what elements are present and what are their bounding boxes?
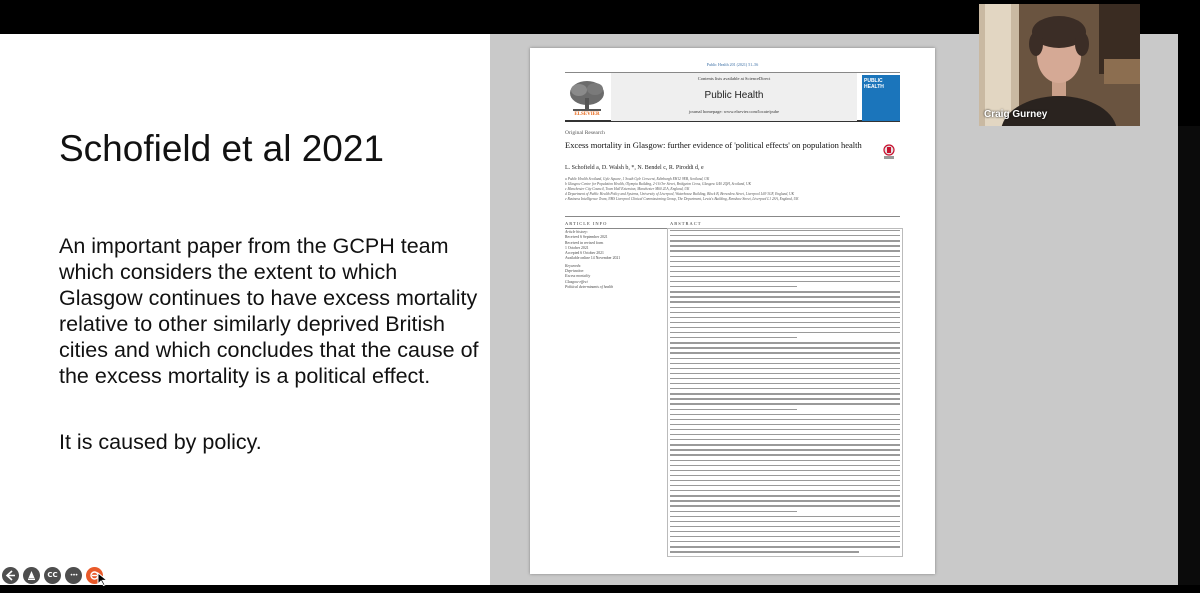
article-info-heading: ARTICLE INFO: [565, 221, 608, 226]
history-label: Article history:: [565, 230, 589, 234]
paper-authors: L. Schofield a, D. Walsh b, *, N. Bendel c, R. Piroddi d, e: [565, 165, 704, 171]
affiliation-line: b Glasgow Centre for Population Health, Olympia Building, 2-16 Orr Street, Bridgeton Cross, Glasgow G40 2QH, Scotland, UK: [565, 181, 751, 186]
publisher-name: ELSEVIER: [574, 112, 600, 117]
closed-captions-icon[interactable]: [44, 567, 61, 584]
slide-title: Schofield et al 2021: [59, 128, 385, 169]
arrow-left-glyph: [5, 570, 16, 581]
history-line: Available online 14 November 2021: [565, 256, 621, 261]
more-options-icon[interactable]: [65, 567, 82, 584]
arrow-left-icon[interactable]: [2, 567, 19, 584]
participant-name: Craig Gurney: [984, 109, 1048, 120]
keyword: Deprivation: [565, 269, 584, 274]
paper-citation: Public Health 201 (2021) 51–56: [706, 62, 759, 67]
abstract-heading: ABSTRACT: [670, 221, 702, 226]
affiliation-line: a Public Health Scotland, Gyle Square, 1 South Gyle Crescent, Edinburgh EH12 9EB, Scotland, UK: [565, 177, 710, 181]
contents-line: Contents lists available at ScienceDirect: [697, 76, 771, 81]
paper-affiliations: [565, 177, 895, 202]
affiliation-line: e Business Intelligence Team, NHS Liverpool Clinical Commissioning Group, The Department, Lewis's Building, Renshaw Street, Liverpool L1 2SA, England, UK: [565, 196, 799, 201]
keyword: Political determinants of health: [565, 284, 614, 289]
paper-journal-header: [565, 72, 900, 122]
pointer-icon[interactable]: [23, 567, 40, 584]
section-divider: [565, 216, 900, 217]
history-line: Received 6 September 2021: [565, 235, 608, 240]
presentation-toolbar: [2, 566, 103, 584]
history-line: Accepted 6 October 2021: [565, 251, 604, 256]
affiliation-line: c Manchester City Council, Town Hall Extension, Manchester M60 2LA, England, UK: [565, 186, 690, 191]
abstract-text-block: [670, 230, 900, 556]
pointer-glyph: [26, 570, 37, 581]
slide-body-text: An important paper from the GCPH team which considers the extent to which Glasgow continues to have excess mortality relative to other similarly deprived British cities and which concludes that the cause of the excess mortality is a political effect.: [59, 234, 479, 388]
paper-title: Excess mortality in Glasgow: further evidence of 'political effects' on population health: [565, 140, 862, 150]
journal-banner: [611, 73, 857, 121]
keywords-label: Keywords:: [565, 263, 582, 268]
participant-video-feed: [979, 4, 1140, 126]
keyword: Glasgow effect: [565, 279, 588, 284]
closed-captions-label: CC: [47, 571, 58, 579]
abstract-border: [667, 228, 903, 557]
slide-note-text: It is caused by policy.: [59, 430, 262, 454]
more-options-label: •••: [69, 571, 78, 579]
history-line: 1 October 2021: [565, 245, 589, 250]
bottom-bar: [0, 585, 1200, 593]
affiliation-line: d Department of Public Health Policy and Systems, University of Liverpool, Waterhouse Building, Block B, Brownlow Street, Liverpool L69 3GF, England, UK: [565, 191, 795, 196]
journal-cover-title: PUBLIC HEALTH: [864, 78, 884, 90]
participant-video-tile[interactable]: [979, 4, 1140, 126]
mouse-cursor-icon: [97, 572, 109, 586]
check-for-updates-icon: [882, 144, 896, 160]
history-line: Received in revised form: [565, 240, 604, 245]
paper-page: [530, 48, 935, 574]
journal-homepage: journal homepage: www.elsevier.com/locate/puhe: [689, 109, 779, 114]
right-edge-strip: [1178, 126, 1200, 593]
keyword: Excess mortality: [565, 274, 591, 279]
journal-name: Public Health: [704, 90, 764, 101]
journal-cover-image: [862, 75, 900, 121]
article-info-column: [565, 230, 660, 290]
slide-text-panel: [0, 34, 490, 585]
article-type: Original Research: [565, 130, 605, 136]
